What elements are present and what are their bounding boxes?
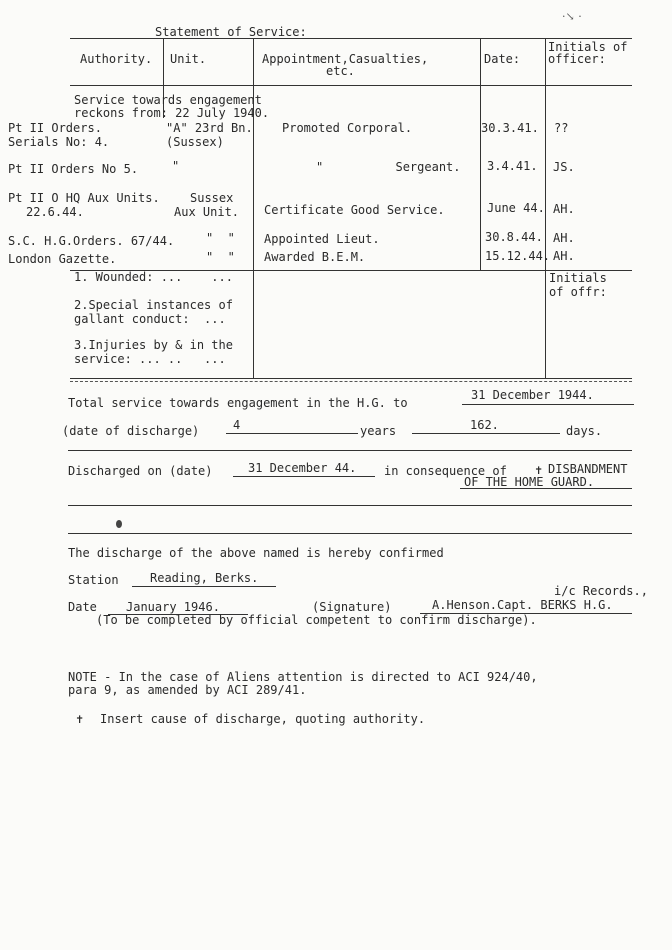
- total-years-value: 4: [233, 418, 241, 432]
- row5-unit: " ": [206, 250, 235, 264]
- row5-date: 15.12.44.: [485, 249, 551, 263]
- years-label: years: [360, 424, 397, 438]
- remark-gallant-2: gallant conduct: ...: [74, 312, 226, 326]
- row4-appointment: Appointed Lieut.: [264, 232, 380, 246]
- station-label: Station: [68, 573, 119, 587]
- total-service-label: Total service towards engagement in the H.G. to: [68, 396, 408, 410]
- station-underline: [132, 586, 276, 587]
- row3-unit-aux: Aux Unit.: [174, 205, 240, 219]
- total-to-date-underline: [462, 404, 634, 405]
- row4-date: 30.8.44.: [485, 230, 543, 244]
- consequence-label: in consequence of: [384, 464, 507, 478]
- col-header-initials-officer: officer:: [548, 52, 606, 66]
- years-underline: [226, 433, 358, 434]
- row2-authority: Pt II Orders No 5.: [8, 162, 139, 176]
- row5-appointment: Awarded B.E.M.: [264, 250, 366, 264]
- row1-authority-serial: Serials No: 4.: [8, 135, 110, 149]
- confirmation-statement: The discharge of the above named is hereby confirmed: [68, 546, 444, 560]
- total-service-to-date: 31 December 1944.: [471, 388, 594, 402]
- remark-wounded: 1. Wounded: ... ...: [74, 270, 233, 284]
- col-header-unit: Unit.: [170, 52, 207, 66]
- aliens-note-line-2: para 9, as amended by ACI 289/41.: [68, 683, 307, 697]
- row5-authority: London Gazette.: [8, 252, 117, 266]
- row2-initials: JS.: [553, 160, 575, 174]
- discharged-on-date: 31 December 44.: [248, 461, 357, 475]
- row1-date: 30.3.41.: [481, 121, 539, 135]
- days-underline: [412, 433, 560, 434]
- confirm-date-value: January 1946.: [126, 600, 220, 614]
- row3-unit: Sussex: [190, 191, 234, 205]
- discharged-on-label: Discharged on (date): [68, 464, 213, 478]
- days-label: days.: [566, 424, 603, 438]
- confirm-instruction: (To be completed by official competent to confirm discharge).: [96, 613, 537, 627]
- remarks-bottom-rule: [70, 378, 632, 379]
- ink-blot: [116, 520, 122, 528]
- remark-injuries-1: 3.Injuries by & in the: [74, 338, 233, 352]
- remark-initials: Initials: [549, 271, 607, 285]
- row3-appointment: Certificate Good Service.: [264, 203, 445, 217]
- row1-unit-sussex: (Sussex): [166, 135, 224, 149]
- footer-dagger-mark: ✝: [76, 712, 84, 726]
- divider-appointment: [480, 38, 481, 270]
- table-header-rule: [70, 85, 632, 86]
- row2-unit: ": [172, 159, 180, 173]
- document-title: Statement of Service:: [155, 25, 307, 39]
- discharge-date-underline: [233, 476, 375, 477]
- total-days-value: 162.: [470, 418, 499, 432]
- reckons-line-2: reckons from: 22 July 1940.: [74, 106, 270, 120]
- row1-appointment: Promoted Corporal.: [282, 121, 413, 135]
- signature-value: A.Henson.Capt. BERKS H.G.: [432, 598, 613, 612]
- blank-rule: [68, 533, 632, 534]
- discharge-cause-line-2: OF THE HOME GUARD.: [464, 475, 595, 489]
- station-value: Reading, Berks.: [150, 571, 259, 585]
- row5-initials: AH.: [553, 249, 575, 263]
- row3-authority: Pt II O HQ Aux Units.: [8, 191, 160, 205]
- row4-authority: S.C. H.G.Orders. 67/44.: [8, 234, 175, 248]
- divider-date: [545, 38, 546, 378]
- aliens-note-line-1: NOTE - In the case of Aliens attention is directed to ACI 924/40,: [68, 670, 538, 684]
- records-officer: i/c Records.,: [554, 584, 648, 598]
- row4-initials: AH.: [553, 231, 575, 245]
- row4-unit: " ": [206, 231, 235, 245]
- row1-authority: Pt II Orders.: [8, 121, 102, 135]
- remarks-bottom-dashes: [70, 381, 632, 382]
- row3-initials: AH.: [553, 202, 575, 216]
- corner-pencil-mark: ·↘ ·: [562, 10, 582, 23]
- divider-unit: [253, 38, 254, 378]
- remark-initials-offr: of offr:: [549, 285, 607, 299]
- insert-cause-note: Insert cause of discharge, quoting authority.: [100, 712, 426, 726]
- discharge-cause-line-1: DISBANDMENT: [548, 462, 628, 476]
- signature-label: (Signature): [312, 600, 392, 614]
- row2-appointment: " Sergeant.: [316, 160, 461, 174]
- dagger-mark: ✝: [535, 463, 543, 477]
- row2-date: 3.4.41.: [487, 159, 538, 173]
- col-header-initials: Initials of: [548, 40, 628, 54]
- total-section-rule: [68, 450, 632, 451]
- row3-date: June 44.: [487, 201, 545, 215]
- discharge-date-label: (date of discharge): [62, 424, 200, 438]
- discharge-section-rule: [68, 505, 632, 506]
- col-header-authority: Authority.: [80, 52, 153, 66]
- reckons-line-1: Service towards engagement: [74, 93, 262, 107]
- col-header-appointment-etc: etc.: [326, 64, 355, 78]
- row1-initials: ??: [554, 121, 569, 135]
- remark-gallant-1: 2.Special instances of: [74, 298, 233, 312]
- col-header-appointment: Appointment,Casualties,: [262, 52, 429, 66]
- date-label: Date: [68, 600, 97, 614]
- col-header-date: Date:: [484, 52, 521, 66]
- row3-authority-date: 22.6.44.: [26, 205, 84, 219]
- table-top-rule: [70, 38, 632, 39]
- remark-injuries-2: service: ... .. ...: [74, 352, 226, 366]
- discharge-cause-underline: [460, 488, 632, 489]
- row1-unit: "A" 23rd Bn.: [166, 121, 253, 135]
